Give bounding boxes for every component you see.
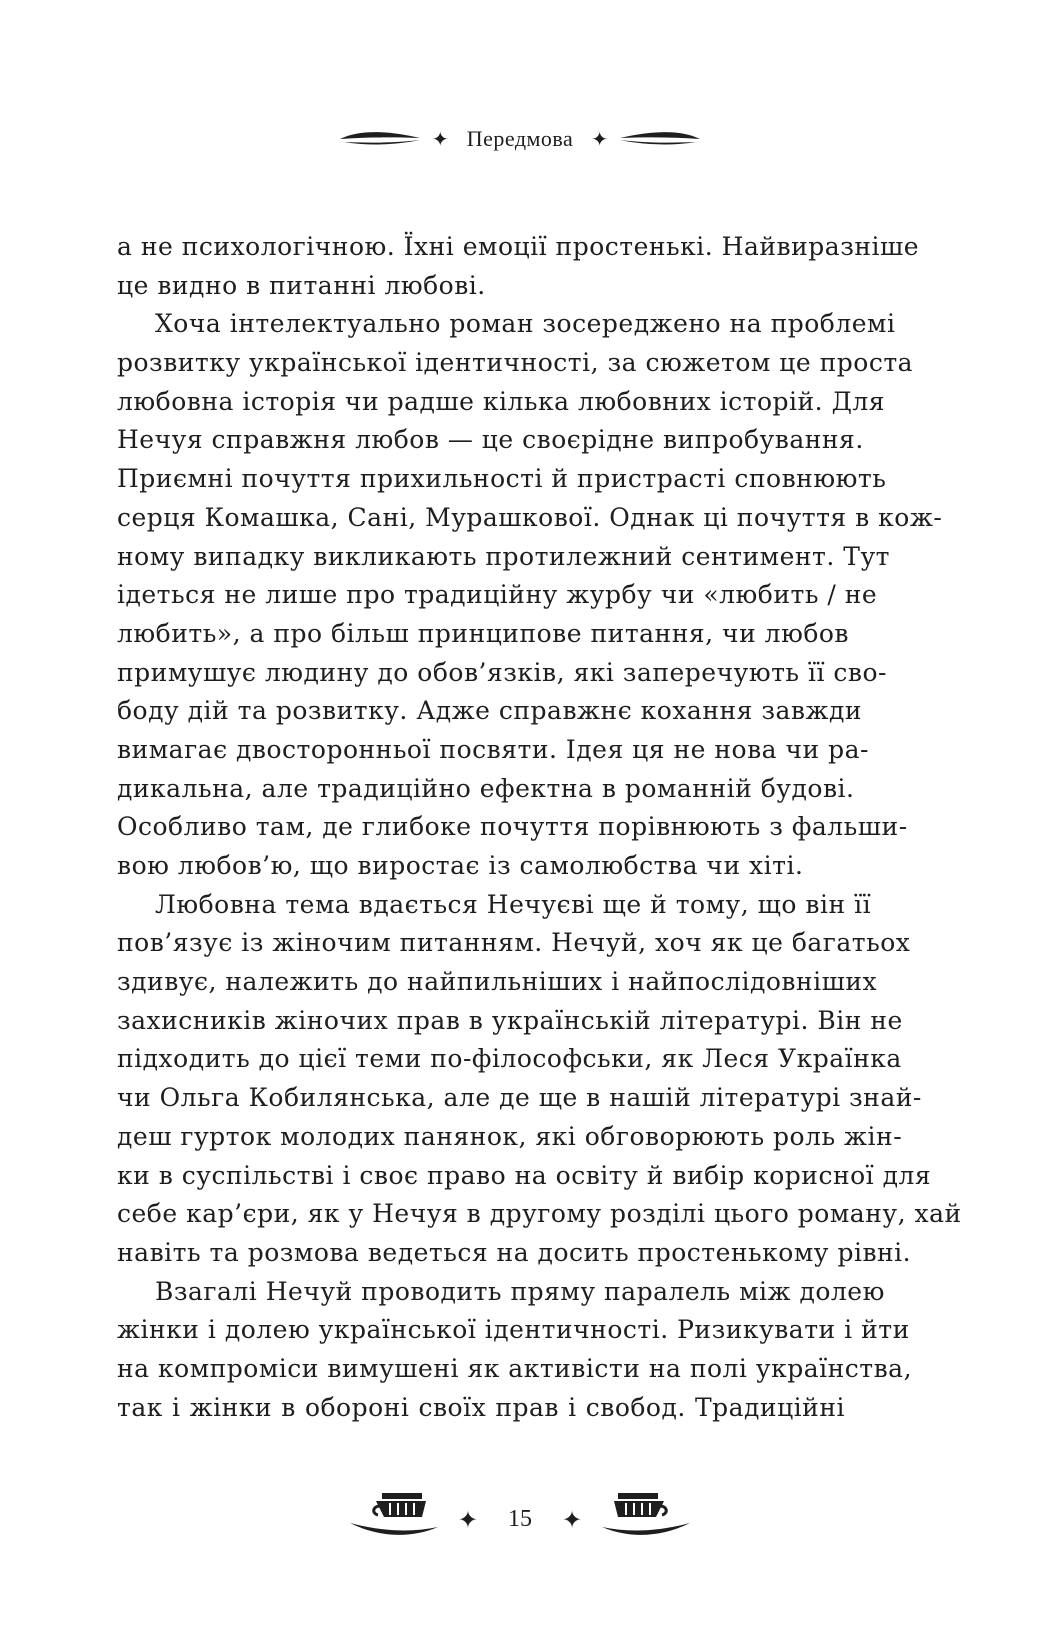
text-line: підходить до цієї теми по-філософськи, як Леся Українка bbox=[117, 1044, 902, 1074]
page-footer bbox=[0, 1480, 1040, 1550]
right-leaf-ornament-icon bbox=[618, 128, 702, 150]
chapter-title: Передмова bbox=[466, 126, 574, 151]
footer-right-diamond-icon: ✦ bbox=[562, 1506, 583, 1534]
text-line: пов’язує із жіночим питанням. Нечуй, хоч як це багатьох bbox=[117, 928, 911, 958]
running-header bbox=[0, 116, 1040, 162]
text-line: примушує людину до обов’язків, які заперечують її сво- bbox=[117, 657, 888, 687]
left-leaf-ornament-icon bbox=[338, 128, 422, 150]
body-text bbox=[117, 228, 962, 1427]
text-line: чи Ольга Кобилянська, але де ще в нашій літературі знай- bbox=[117, 1083, 922, 1113]
text-line: здивує, належить до найпильніших і найпослідовніших bbox=[117, 967, 878, 997]
text-line: розвитку української ідентичності, за сюжетом це проста bbox=[117, 348, 914, 378]
text-line: так і жінки в обороні своїх прав і свобод. Традиційні bbox=[117, 1392, 845, 1422]
text-line: деш гурток молодих панянок, які обговорюють роль жін- bbox=[117, 1121, 903, 1151]
footer-left-diamond-icon: ✦ bbox=[457, 1506, 478, 1534]
text-line: боду дій та розвитку. Адже справжнє кохання завжди bbox=[117, 696, 863, 726]
text-line: захисників жіночих прав в українській літературі. Він не bbox=[117, 1005, 903, 1035]
text-line: дикальна, але традиційно ефектна в романній будові. bbox=[117, 773, 855, 803]
page-number: 15 bbox=[508, 1505, 532, 1532]
text-line: жінки і долею української ідентичності. Ризикувати і йти bbox=[117, 1315, 910, 1345]
text-line: Взагалі Нечуй проводить пряму паралель між долею bbox=[155, 1276, 885, 1306]
text-line: це видно в питанні любові. bbox=[117, 270, 486, 300]
footer-right-ornament-icon bbox=[600, 1487, 690, 1543]
footer-left-ornament-icon bbox=[350, 1487, 440, 1543]
text-line: а не психологічною. Їхні емоції простенькі. Найвиразніше bbox=[117, 232, 920, 261]
text-line: Любовна тема вдається Нечуєві ще й тому, що він її bbox=[155, 889, 872, 919]
text-line: вимагає двосторонньої посвяти. Ідея ця не нова чи ра- bbox=[117, 734, 869, 764]
header-left-diamond-icon: ✦ bbox=[431, 127, 449, 151]
text-line: Нечуя справжня любов — це своєрідне випробування. bbox=[117, 425, 864, 455]
text-line: Хоча інтелектуально роман зосереджено на проблемі bbox=[155, 309, 896, 339]
text-line: серця Комашка, Сані, Мурашкової. Однак ці почуття в кож- bbox=[117, 502, 943, 532]
text-line: навіть та розмова ведеться на досить простенькому рівні. bbox=[117, 1237, 912, 1267]
text-line: себе кар’єри, як у Нечуя в другому розділі цього роману, хай bbox=[117, 1199, 962, 1229]
text-line: вою любов’ю, що виростає із самолюбства чи хіті. bbox=[117, 851, 804, 880]
text-line: на компроміси вимушені як активісти на полі українства, bbox=[117, 1353, 913, 1383]
text-line: любовна історія чи радше кілька любовних історій. Для bbox=[117, 386, 886, 416]
header-right-diamond-icon: ✦ bbox=[591, 127, 609, 151]
text-line: Приємні почуття прихильності й пристрасті сповнюють bbox=[117, 464, 887, 494]
text-line: любить», а про більш принципове питання, чи любов bbox=[117, 618, 850, 648]
text-line: ки в суспільстві і своє право на освіту й вибір корисної для bbox=[117, 1160, 932, 1190]
text-line: ному випадку викликають протилежний сентимент. Тут bbox=[117, 541, 890, 571]
text-line: ідеться не лише про традиційну журбу чи «любить / не bbox=[117, 580, 878, 610]
text-line: Особливо там, де глибоке почуття порівнюють з фальши- bbox=[117, 812, 908, 842]
